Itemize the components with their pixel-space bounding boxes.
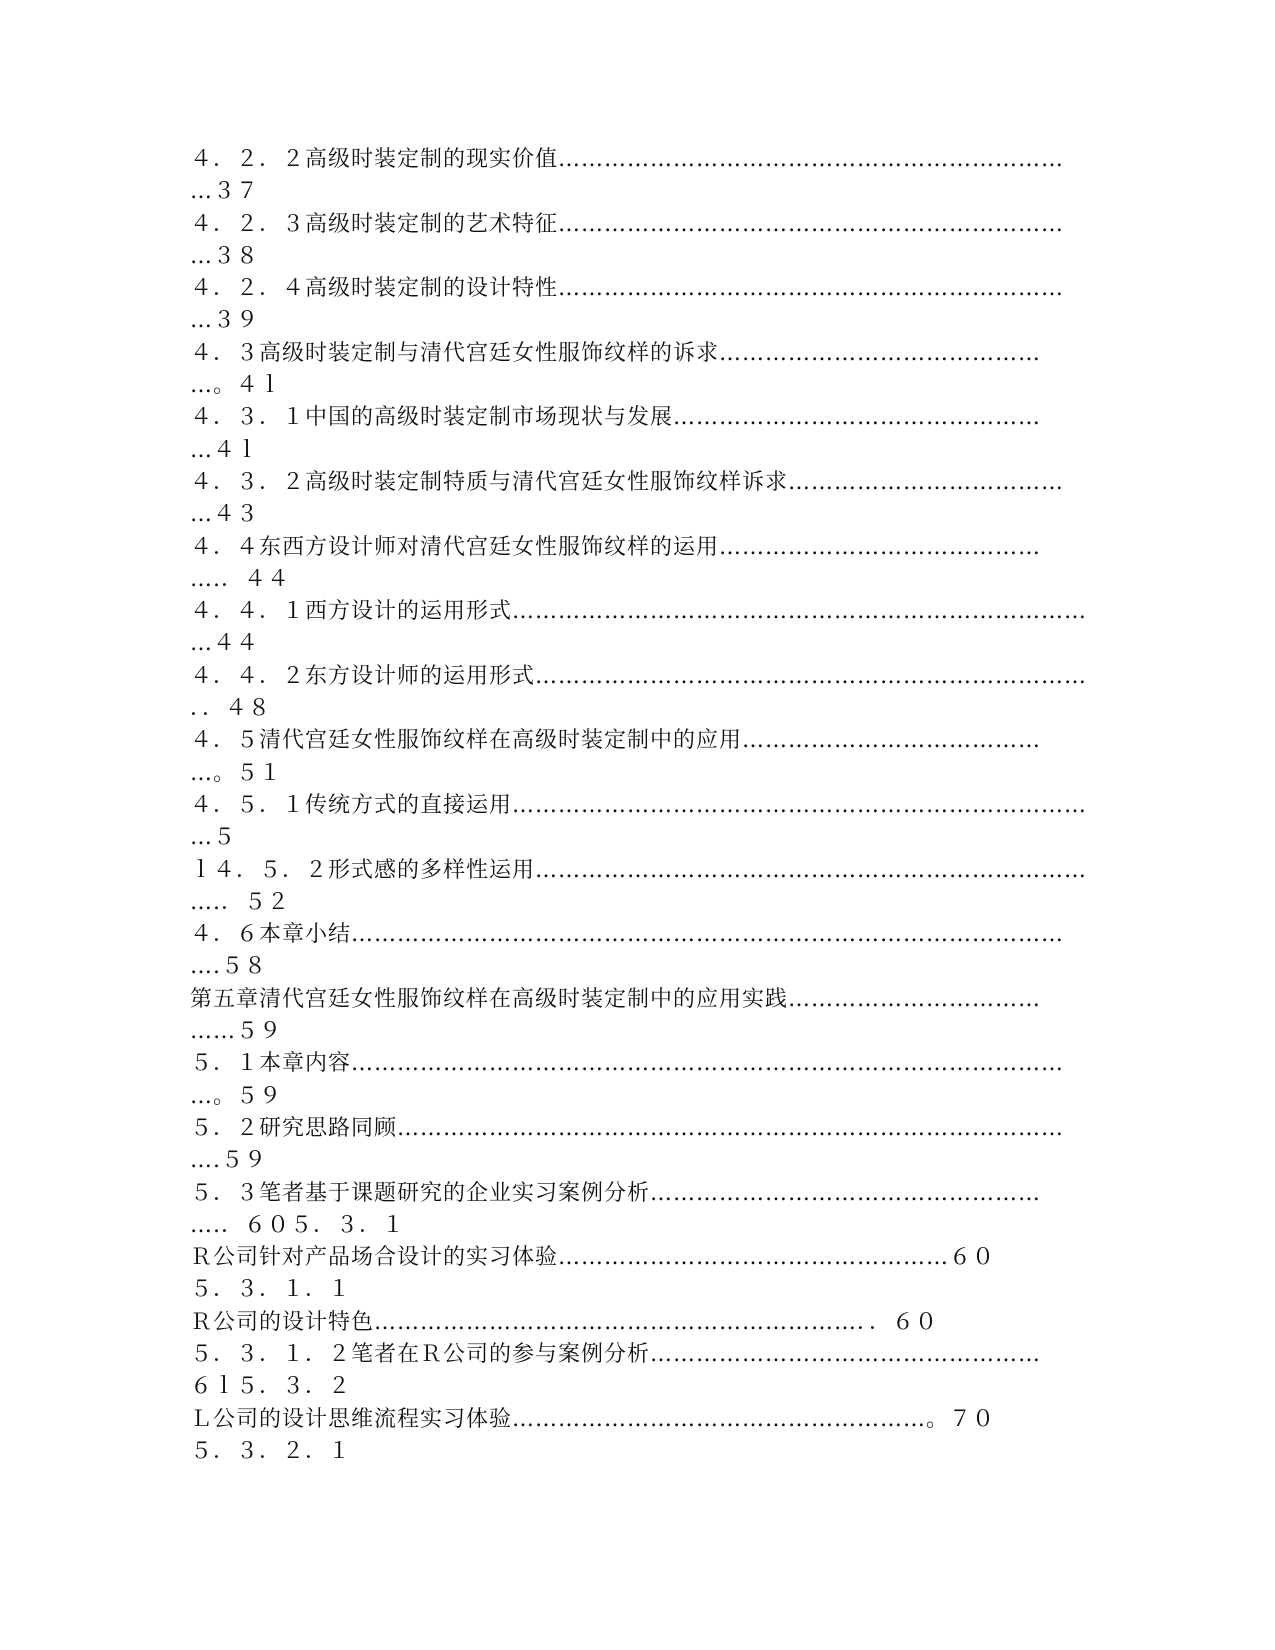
table-of-contents	[190, 144, 1090, 1468]
toc-line: ４．５．１传统方式的直接运用…………………………………………………………………	[190, 792, 1088, 818]
toc-line: ….５９	[190, 1148, 267, 1174]
toc-line: ….．５２	[190, 889, 290, 915]
toc-line: …。５１	[190, 760, 283, 786]
toc-line: ４．３．１中国的高级时装定制市场现状与发展…………………………………………	[190, 405, 1042, 431]
toc-line: ４．３．２高级时装定制特质与清代宫廷女性服饰纹样诉求………………………………	[190, 469, 1065, 495]
toc-line: 第五章清代宫廷女性服饰纹样在高级时装定制中的应用实践……………………………	[190, 986, 1042, 1012]
toc-line: ４．３高级时装定制与清代宫廷女性服饰纹样的诉求……………………………………	[190, 340, 1042, 366]
toc-line: ….．４４	[190, 566, 290, 592]
toc-line: ……５９	[190, 1019, 283, 1045]
toc-line: ５．３．２．１	[190, 1438, 352, 1464]
toc-line: Ｌ公司的设计思维流程实习体验………………………………………………。７０	[190, 1406, 996, 1432]
toc-line: ４．６本章小结…………………………………………………………………………………	[190, 922, 1065, 948]
toc-line: ４．４．１西方设计的运用形式…………………………………………………………………	[190, 599, 1088, 625]
toc-line: …４４	[190, 631, 260, 657]
toc-line: ５．３．１．１	[190, 1277, 352, 1303]
toc-line: …３７	[190, 179, 260, 205]
toc-line: Ｒ公司的设计特色………………………………………………………．．６０	[190, 1309, 939, 1335]
toc-line: ４．５清代宫廷女性服饰纹样在高级时装定制中的应用…………………………………	[190, 728, 1042, 754]
toc-line: ｌ４．５．２形式感的多样性运用………………………………………………………………	[190, 857, 1088, 883]
toc-line: ５．２研究思路同顾……………………………………………………………………………	[190, 1115, 1065, 1141]
toc-line: ….．６０５．３．１	[190, 1212, 405, 1238]
toc-line: ５．１本章内容…………………………………………………………………………………	[190, 1051, 1065, 1077]
toc-line: ４．２．４高级时装定制的设计特性…………………………………………………………	[190, 276, 1065, 302]
toc-line: ４．４东西方设计师对清代宫廷女性服饰纹样的运用……………………………………	[190, 534, 1042, 560]
toc-line: Ｒ公司针对产品场合设计的实习体验……………………………………………６０	[190, 1245, 996, 1271]
toc-line: ．．４８	[190, 696, 272, 722]
toc-line: …３８	[190, 243, 260, 269]
toc-line: …３９	[190, 308, 260, 334]
toc-line: ５．３．１．２笔者在Ｒ公司的参与案例分析……………………………………………	[190, 1341, 1042, 1367]
toc-line: ４．４．２东方设计师的运用形式………………………………………………………………	[190, 663, 1088, 689]
toc-line: ４．２．２高级时装定制的现实价值…………………………………………………………	[190, 147, 1065, 172]
toc-line: ６ｌ５．３．２	[190, 1374, 352, 1400]
toc-line: …４３	[190, 502, 260, 528]
toc-line: ….５８	[190, 954, 267, 980]
toc-line: …５	[190, 825, 237, 851]
toc-line: …４ｌ	[190, 437, 260, 463]
toc-line: …。４ｌ	[190, 373, 283, 399]
toc-line: ５．３笔者基于课题研究的企业实习案例分析……………………………………………	[190, 1180, 1042, 1206]
toc-line: …。５９	[190, 1083, 283, 1109]
toc-line: ４．２．３高级时装定制的艺术特征…………………………………………………………	[190, 211, 1065, 237]
